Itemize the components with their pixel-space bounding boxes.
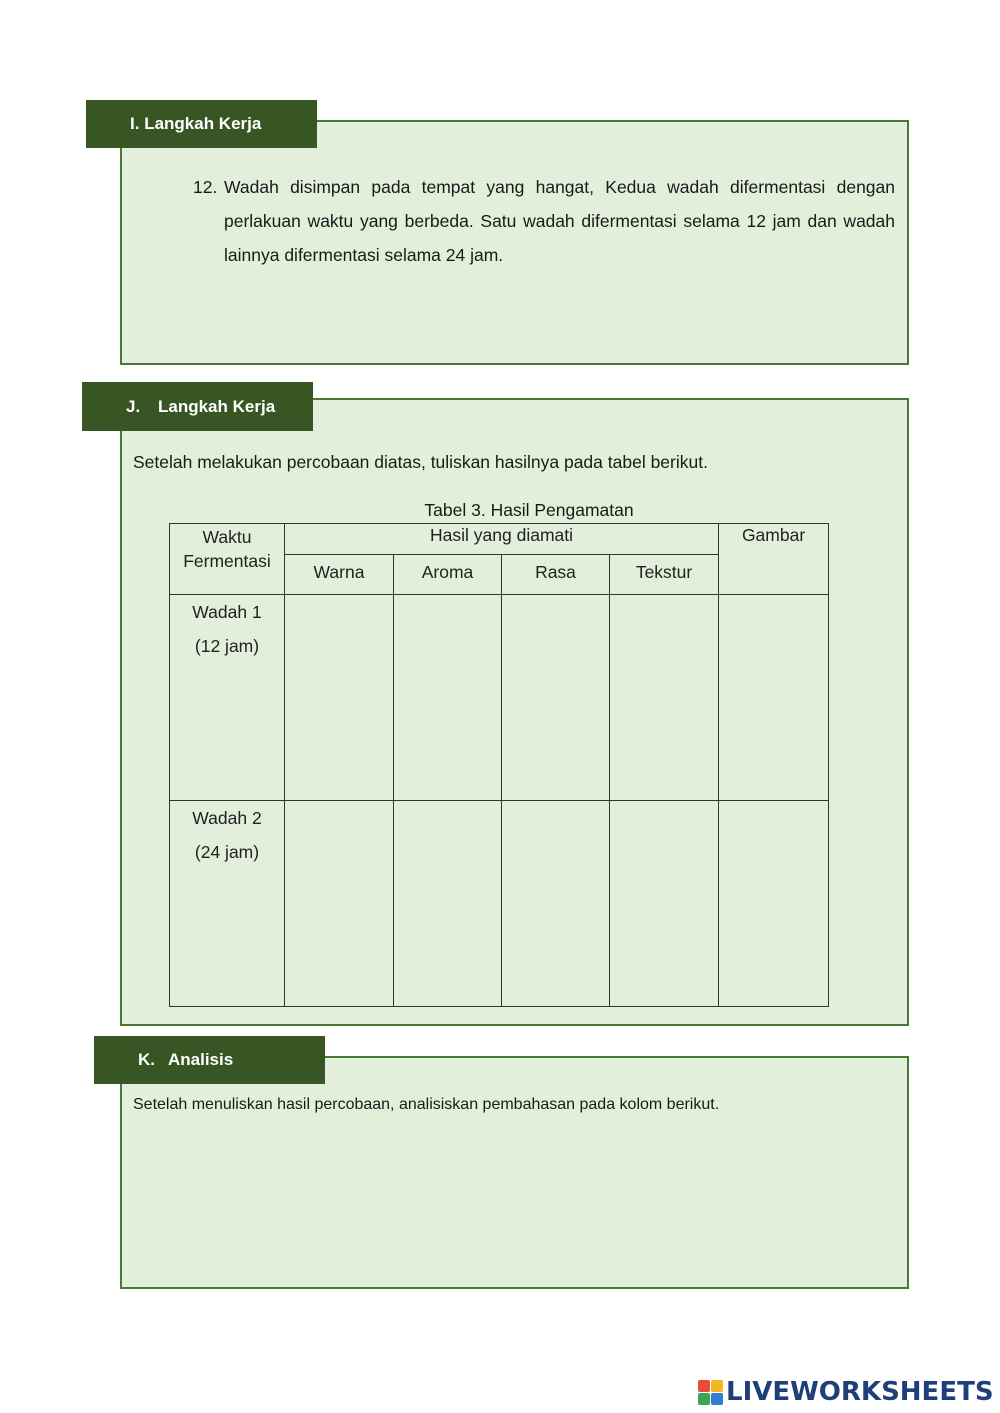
table-caption: Tabel 3. Hasil Pengamatan xyxy=(424,500,634,520)
step-12 xyxy=(193,170,895,272)
section-k-letter: K. xyxy=(138,1050,155,1069)
cell-tekstur-wadah-2[interactable] xyxy=(610,801,719,1007)
logo-square-yellow xyxy=(711,1380,723,1392)
section-i-title: Langkah Kerja xyxy=(144,114,262,133)
header-waktu-fermentasi xyxy=(170,524,285,595)
liveworksheets-wordmark: LIVEWORKSHEETS xyxy=(726,1377,994,1407)
section-j-tab xyxy=(82,382,313,431)
header-gambar: Gambar xyxy=(719,524,829,595)
cell-warna-wadah-1[interactable] xyxy=(285,595,394,801)
logo-square-green xyxy=(698,1393,710,1405)
table-row xyxy=(170,595,829,801)
analisis-panel[interactable] xyxy=(120,1056,909,1289)
cell-aroma-wadah-2[interactable] xyxy=(394,801,502,1007)
cell-gambar-wadah-1[interactable] xyxy=(719,595,829,801)
step-number: 12. xyxy=(193,177,218,197)
observation-table xyxy=(169,523,829,1007)
table-row xyxy=(170,801,829,1007)
header-rasa: Rasa xyxy=(502,555,610,595)
cell-warna-wadah-2[interactable] xyxy=(285,801,394,1007)
section-j-letter: J. xyxy=(126,396,141,416)
row-label-detail: (12 jam) xyxy=(194,636,260,656)
row-label-name: Wadah 2 xyxy=(192,808,262,828)
header-aroma: Aroma xyxy=(394,555,502,595)
section-k-tab xyxy=(94,1036,325,1084)
logo-square-red xyxy=(698,1380,710,1392)
section-k-intro: Setelah menuliskan hasil percobaan, analisiskan pembahasan pada kolom berikut. xyxy=(133,1096,720,1113)
header-waktu-line1: Waktu xyxy=(202,527,252,547)
cell-gambar-wadah-2[interactable] xyxy=(719,801,829,1007)
header-hasil-diamati: Hasil yang diamati xyxy=(285,524,719,555)
section-k-title: Analisis xyxy=(168,1050,234,1069)
section-i-letter: I. xyxy=(130,114,140,133)
section-i-tab xyxy=(86,100,317,148)
cell-tekstur-wadah-1[interactable] xyxy=(610,595,719,801)
section-j-title: Langkah Kerja xyxy=(158,396,276,416)
header-warna: Warna xyxy=(285,555,394,595)
row-label-name: Wadah 1 xyxy=(192,602,262,622)
cell-rasa-wadah-2[interactable] xyxy=(502,801,610,1007)
section-j-intro: Setelah melakukan percobaan diatas, tuliskan hasilnya pada tabel berikut. xyxy=(133,452,708,472)
logo-square-blue xyxy=(711,1393,723,1405)
row-label-wadah-1 xyxy=(170,595,285,801)
header-waktu-line2: Fermentasi xyxy=(183,551,271,571)
header-tekstur: Tekstur xyxy=(610,555,719,595)
liveworksheets-logo[interactable] xyxy=(698,1377,994,1407)
cell-aroma-wadah-1[interactable] xyxy=(394,595,502,801)
step-text: Wadah disimpan pada tempat yang hangat, Kedua wadah difermentasi dengan perlakuan waktu yang berbeda. Satu wadah difermentasi selama 12 jam dan wadah lainnya difermentasi selama 24 jam. xyxy=(224,177,895,265)
liveworksheets-logo-icon xyxy=(698,1380,723,1405)
cell-rasa-wadah-1[interactable] xyxy=(502,595,610,801)
row-label-detail: (24 jam) xyxy=(194,842,260,862)
row-label-wadah-2 xyxy=(170,801,285,1007)
table-header-row xyxy=(170,524,829,555)
